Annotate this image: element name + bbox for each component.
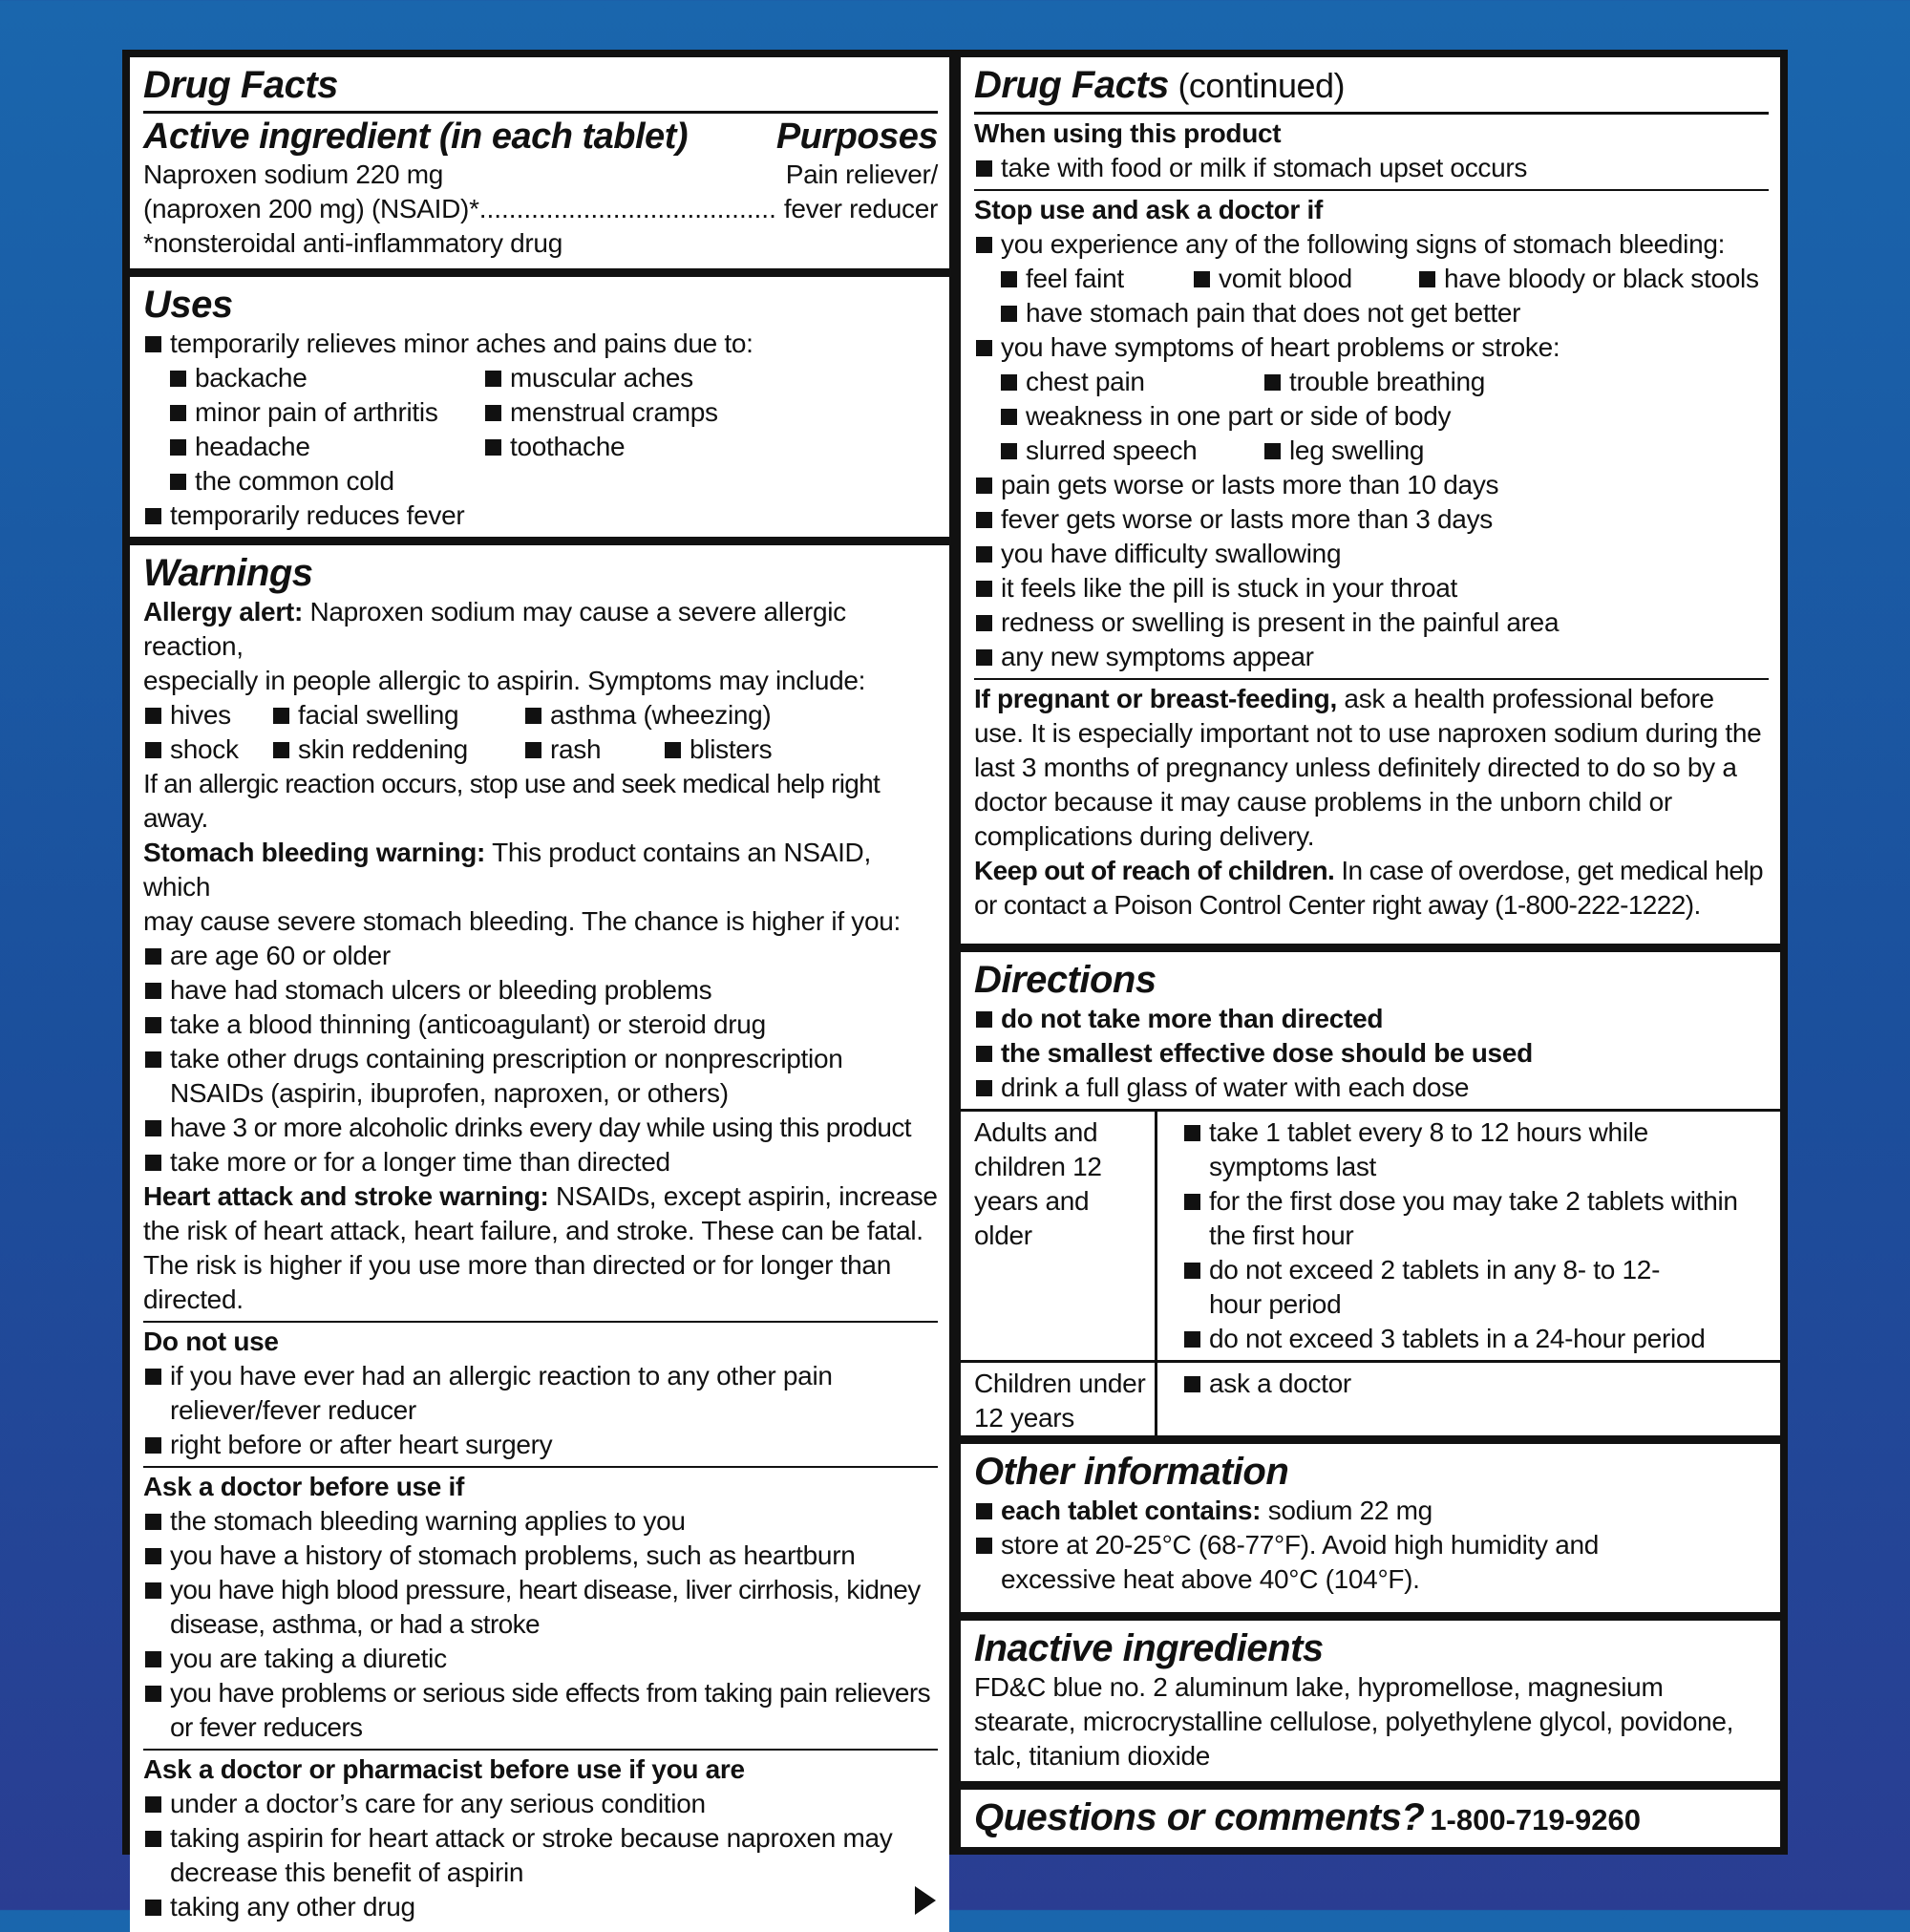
list-item: asthma (wheezing) <box>523 698 771 732</box>
list-item: pain gets worse or lasts more than 10 days <box>974 468 1769 502</box>
list-item: have bloody or black stools <box>1417 262 1759 296</box>
pregnancy-text: ask a health professional before use. It is especially important not to use naproxen sodium during the last 3 months of pregnancy unless definitely directed to do so by a doctor because it may cause problems in the unborn child or complications during delivery. <box>974 684 1762 851</box>
list-item: you have difficulty swallowing <box>974 537 1769 571</box>
list-item: you experience any of the following signs of stomach bleeding: <box>974 227 1769 262</box>
purpose-2: fever reducer <box>783 194 938 223</box>
divider <box>143 1466 938 1468</box>
divider <box>974 678 1769 680</box>
allergy-text-2: especially in people allergic to aspirin. Symptoms may include: <box>143 666 866 695</box>
pregnancy-warning <box>974 682 1769 854</box>
list-item: have 3 or more alcoholic drinks every day while using this product <box>143 1111 938 1145</box>
list-item: drink a full glass of water with each dose <box>974 1071 1769 1105</box>
other-information-title: Other information <box>974 1451 1289 1493</box>
list-item: are age 60 or older <box>143 939 938 973</box>
list-item: the common cold <box>168 464 483 499</box>
list-item: store at 20-25°C (68-77°F). Avoid high humidity and excessive heat above 40°C (104°F). <box>974 1528 1769 1597</box>
list-item <box>974 1494 1769 1528</box>
active-ingredient-panel <box>130 57 949 268</box>
left-column <box>130 57 949 1921</box>
divider <box>143 1749 938 1751</box>
list-item: you are taking a diuretic <box>143 1642 938 1676</box>
active-row-1 <box>143 158 938 192</box>
keep-out-label: Keep out of reach of children. <box>974 856 1335 885</box>
inactive-ingredients-panel <box>961 1621 1780 1781</box>
list-item: shock <box>143 732 271 767</box>
uses-last: temporarily reduces fever <box>143 499 938 533</box>
list-item: chest pain <box>999 365 1263 399</box>
allergy-label: Allergy alert: <box>143 597 303 626</box>
heart-row-3 <box>974 434 1769 468</box>
tablet-text: sodium 22 mg <box>1261 1496 1432 1525</box>
list-item: the stomach bleeding warning applies to you <box>143 1504 938 1539</box>
drug-facts-title: Drug Facts <box>974 64 1169 106</box>
list-item: take with food or milk if stomach upset occurs <box>974 151 1769 185</box>
allergy-after: If an allergic reaction occurs, stop use and seek medical help right away. <box>143 769 881 833</box>
questions-title: Questions or comments? <box>974 1796 1425 1838</box>
do-not-use-title: Do not use <box>143 1327 279 1356</box>
list-item: leg swelling <box>1263 434 1424 468</box>
list-item: headache <box>168 430 483 464</box>
continued-title <box>974 63 1769 108</box>
list-item: skin reddening <box>271 732 523 767</box>
list-item: it feels like the pill is stuck in your throat <box>974 571 1769 605</box>
list-item: you have high blood pressure, heart disease, liver cirrhosis, kidney disease, asthma, or had a stroke <box>143 1573 938 1642</box>
list-item: do not exceed 3 tablets in a 24-hour period <box>1182 1322 1769 1356</box>
stomach-label: Stomach bleeding warning: <box>143 838 486 867</box>
list-item: for the first dose you may take 2 tablets within the first hour <box>1182 1184 1769 1253</box>
list-item: under a doctor’s care for any serious condition <box>143 1787 938 1821</box>
continued-label: (continued) <box>1168 66 1346 105</box>
list-item: backache <box>168 361 483 395</box>
list-item: you have symptoms of heart problems or stroke: <box>974 330 1769 365</box>
heart-label: Heart attack and stroke warning: <box>143 1181 549 1211</box>
children-label: Children under 12 years <box>961 1363 1157 1443</box>
inactive-ingredients-title: Inactive ingredients <box>974 1627 1324 1669</box>
adults-instructions <box>1157 1112 1780 1360</box>
list-item: have stomach pain that does not get better <box>999 296 1769 330</box>
tablet-label: each tablet contains: <box>1001 1496 1262 1525</box>
list-item: redness or swelling is present in the painful area <box>974 605 1769 640</box>
purposes-heading: Purposes <box>775 117 938 157</box>
divider <box>143 111 938 114</box>
adults-label: Adults and children 12 years and older <box>961 1112 1157 1360</box>
list-item: you have problems or serious side effects from taking pain relievers or fever reducers <box>143 1676 938 1745</box>
allergy-alert <box>143 595 938 664</box>
stomach-warning <box>143 836 938 904</box>
list-item: facial swelling <box>271 698 523 732</box>
divider <box>974 112 1769 115</box>
ask-doctor-title: Ask a doctor before use if <box>143 1472 465 1501</box>
list-item: fever gets worse or lasts more than 3 days <box>974 502 1769 537</box>
when-using-title: When using this product <box>974 118 1282 148</box>
questions-phone: 1-800-719-9260 <box>1430 1803 1641 1836</box>
active-row-2 <box>143 192 938 226</box>
drug-facts-label <box>122 50 1788 1921</box>
list-item: any new symptoms appear <box>974 640 1769 674</box>
list-item: menstrual cramps <box>483 395 938 430</box>
nsaid-footnote: *nonsteroidal anti-inflammatory drug <box>143 228 562 258</box>
list-item: hives <box>143 698 271 732</box>
divider <box>143 1321 938 1323</box>
directions-panel <box>961 952 1780 1435</box>
bleeding-row-1 <box>974 262 1769 296</box>
questions-panel <box>961 1790 1780 1847</box>
other-information-panel <box>961 1444 1780 1612</box>
warnings-title: Warnings <box>143 552 313 594</box>
continue-arrow-icon <box>915 1886 936 1915</box>
purpose-1: Pain reliever/ <box>785 159 938 189</box>
list-item: if you have ever had an allergic reaction to any other pain reliever/fever reducer <box>143 1359 938 1428</box>
list-item: slurred speech <box>999 434 1263 468</box>
list-item: vomit blood <box>1192 262 1417 296</box>
stomach-text-1: This product contains an NSAID, which <box>143 838 871 902</box>
list-item: minor pain of arthritis <box>168 395 483 430</box>
symptoms-row-2 <box>143 732 938 767</box>
stop-use-title: Stop use and ask a doctor if <box>974 195 1324 224</box>
uses-title: Uses <box>143 284 233 326</box>
list-item: right before or after heart surgery <box>143 1428 938 1462</box>
uses-panel <box>130 277 949 537</box>
list-item: take a blood thinning (anticoagulant) or steroid drug <box>143 1008 938 1042</box>
heart-text: NSAIDs, except aspirin, increase the risk of heart attack, heart failure, and stroke. These can be fatal. The risk is higher if you use more than directed or for longer than directed. <box>143 1181 938 1314</box>
active-ingredient-heading: Active ingredient (in each tablet) <box>143 117 688 157</box>
right-column <box>961 57 1780 1847</box>
list-item: rash <box>523 732 663 767</box>
uses-list <box>143 361 938 499</box>
list-item: muscular aches <box>483 361 938 395</box>
list-item: do not take more than directed <box>974 1002 1769 1036</box>
list-item: take other drugs containing prescription or nonprescription NSAIDs (aspirin, ibuprofen, naproxen, or others) <box>143 1042 938 1111</box>
uses-intro: temporarily relieves minor aches and pains due to: <box>143 327 938 361</box>
children-instructions <box>1157 1363 1780 1443</box>
heart-warning <box>143 1179 938 1317</box>
list-item: trouble breathing <box>1263 365 1485 399</box>
list-item: take 1 tablet every 8 to 12 hours while symptoms last <box>1182 1115 1769 1184</box>
list-item: toothache <box>483 430 938 464</box>
list-item: blisters <box>663 732 772 767</box>
divider <box>974 189 1769 191</box>
active-line-2: (naproxen 200 mg) (NSAID)* <box>143 194 479 223</box>
active-heading-row <box>143 116 938 158</box>
pregnancy-label: If pregnant or breast-feeding, <box>974 684 1337 713</box>
list-item: weakness in one part or side of body <box>999 399 1769 434</box>
active-line-1: Naproxen sodium 220 mg <box>143 159 444 189</box>
list-item: taking aspirin for heart attack or stroke because naproxen may decrease this benefit of aspirin <box>143 1821 938 1890</box>
list-item: you have a history of stomach problems, such as heartburn <box>143 1539 938 1573</box>
list-item: have had stomach ulcers or bleeding problems <box>143 973 938 1008</box>
dot-leader: ........................................ <box>478 194 776 223</box>
list-item: do not exceed 2 tablets in any 8- to 12-hour period <box>1182 1253 1769 1322</box>
heart-row-1 <box>974 365 1769 399</box>
keep-out-warning <box>974 854 1769 923</box>
inactive-ingredients-text: FD&C blue no. 2 aluminum lake, hypromellose, magnesium stearate, microcrystalline cellulose, polyethylene glycol, povidone, talc, titanium dioxide <box>974 1672 1734 1771</box>
stomach-text-2: may cause severe stomach bleeding. The chance is higher if you: <box>143 906 902 936</box>
keep-out-text: In case of overdose, get medical help or contact a Poison Control Center right away (1-800-222-1222). <box>974 856 1763 920</box>
list-item: feel faint <box>999 262 1192 296</box>
allergy-text-1: Naproxen sodium may cause a severe allergic reaction, <box>143 597 846 661</box>
list-item: take more or for a longer time than directed <box>143 1145 938 1179</box>
dosage-table <box>961 1109 1780 1443</box>
list-item: taking any other drug <box>143 1890 938 1924</box>
directions-title: Directions <box>974 959 1157 1001</box>
warnings-panel <box>130 545 949 1932</box>
list-item: ask a doctor <box>1182 1367 1769 1401</box>
drug-facts-title: Drug Facts <box>143 64 338 106</box>
list-item: the smallest effective dose should be used <box>974 1036 1769 1071</box>
symptoms-row-1 <box>143 698 938 732</box>
questions-line <box>974 1795 1769 1839</box>
continued-panel <box>961 57 1780 944</box>
ask-pharmacist-title: Ask a doctor or pharmacist before use if you are <box>143 1754 745 1784</box>
